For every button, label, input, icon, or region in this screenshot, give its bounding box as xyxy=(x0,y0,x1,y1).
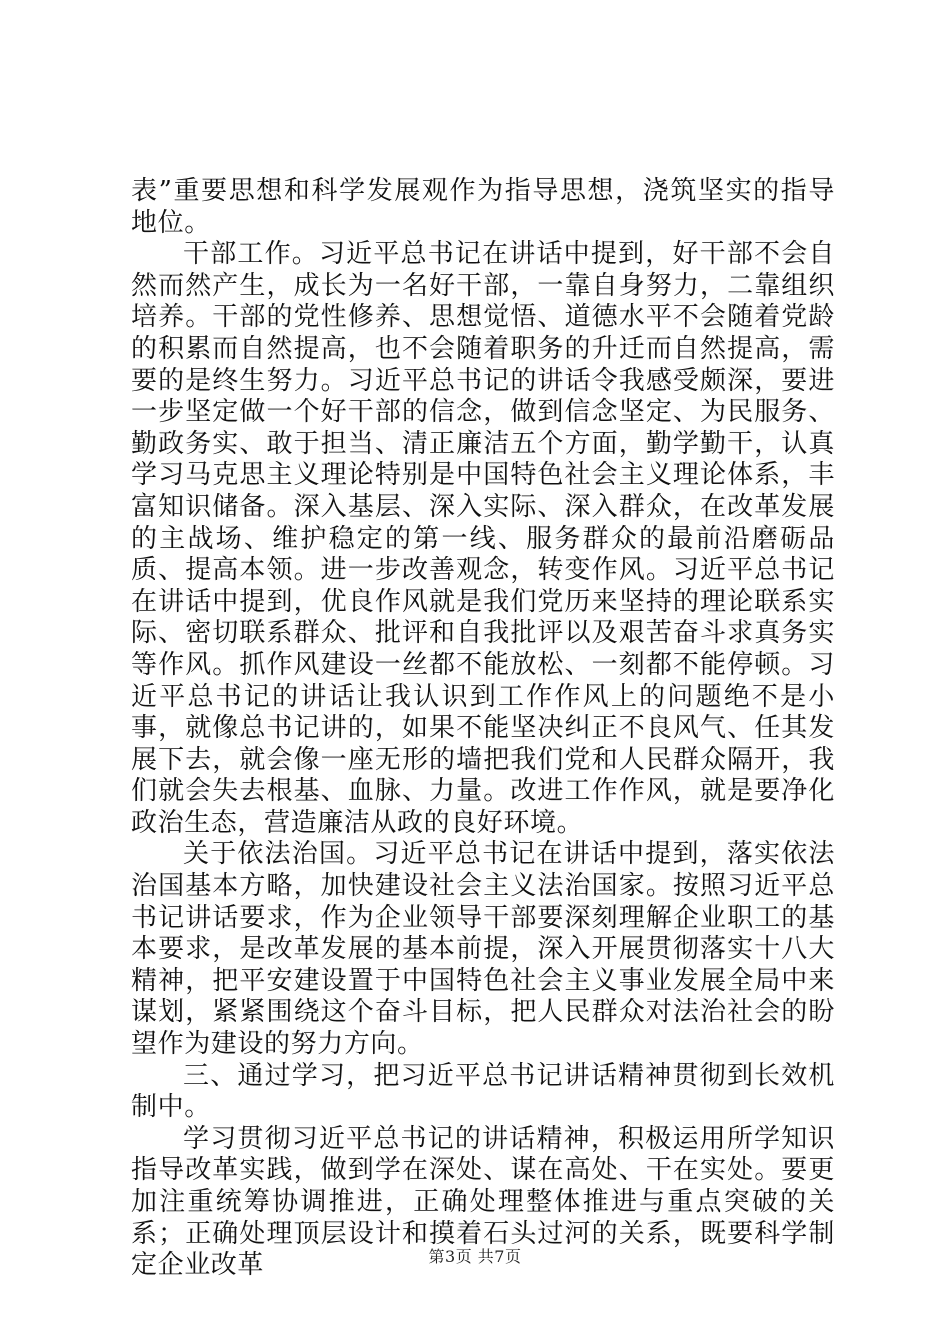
document-body xyxy=(131,176,835,1282)
paragraph-rule-of-law: 关于依法治国。习近平总书记在讲话中提到，落实依法治国基本方略，加快建设社会主义法治国家。按照习近平总书记讲话要求，作为企业领导干部要深刻理解企业职工的基本要求，是改革发展的基本前提，深入开展贯彻落实十八大精神，把平安建设置于中国特色社会主义事业发展全局中来谋划，紧紧围绕这个奋斗目标，把人民群众对法治社会的盼望作为建设的努力方向。 xyxy=(131,839,835,1060)
paragraph-continuation: 表”重要思想和科学发展观作为指导思想，浇筑坚实的指导地位。 xyxy=(131,176,835,238)
section-heading-three: 三、通过学习，把习近平总书记讲话精神贯彻到长效机制中。 xyxy=(131,1060,835,1123)
page-number-footer: 第3页 共7页 xyxy=(428,1247,522,1266)
paragraph-study-implement: 学习贯彻习近平总书记的讲话精神，积极运用所学知识指导改革实践，做到学在深处、谋在高处、干在实处。要更加注重统筹协调推进，正确处理整体推进与重点突破的关系；正确处理顶层设计和摸着石头过河的关系，既要科学制定企业改革 xyxy=(131,1123,835,1281)
paragraph-cadre-work: 干部工作。习近平总书记在讲话中提到，好干部不会自然而然产生，成长为一名好干部，一靠自身努力，二靠组织培养。干部的党性修养、思想觉悟、道德水平不会随着党龄的积累而自然提高，也不会随着职务的升迁而自然提高，需要的是终生努力。习近平总书记的讲话令我感受颇深，要进一步坚定做一个好干部的信念，做到信念坚定、为民服务、勤政务实、敢于担当、清正廉洁五个方面，勤学勤干，认真学习马克思主义理论特别是中国特色社会主义理论体系，丰富知识储备。深入基层、深入实际、深入群众，在改革发展的主战场、维护稳定的第一线、服务群众的最前沿磨砺品质、提高本领。进一步改善观念，转变作风。习近平总书记在讲话中提到，优良作风就是我们党历来坚持的理论联系实际、密切联系群众、批评和自我批评以及艰苦奋斗求真务实等作风。抓作风建设一丝都不能放松、一刻都不能停顿。习近平总书记的讲话让我认识到工作作风上的问题绝不是小事，就像总书记讲的，如果不能坚决纠正不良风气、任其发展下去，就会像一座无形的墙把我们党和人民群众隔开，我们就会失去根基、血脉、力量。改进工作作风，就是要净化政治生态，营造廉洁从政的良好环境。 xyxy=(131,239,835,838)
